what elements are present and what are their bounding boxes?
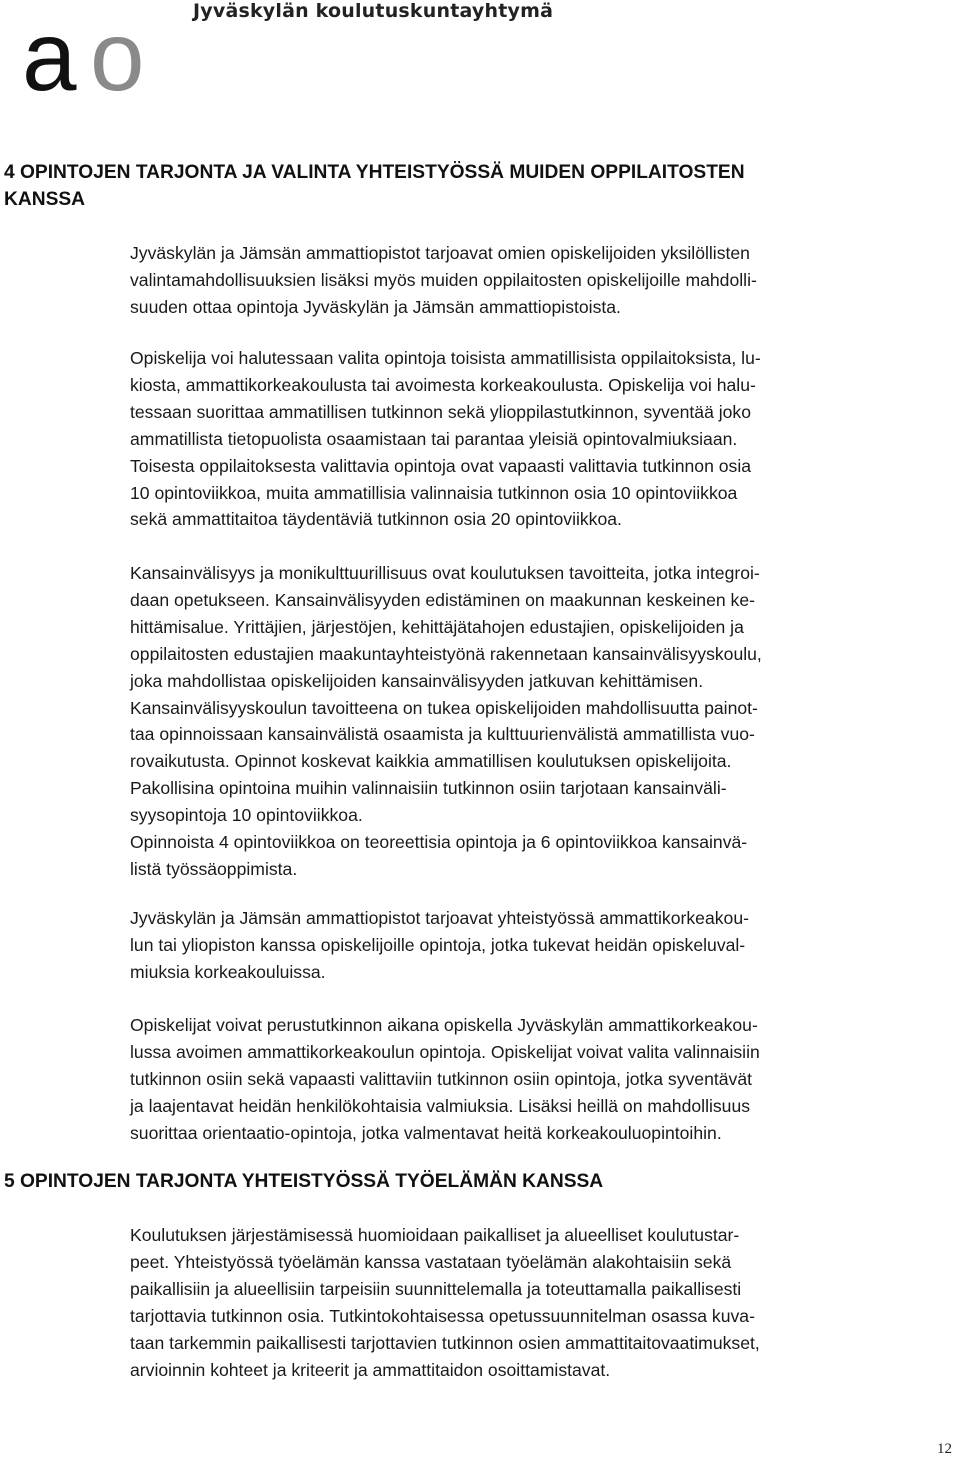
text-line: suuden ottaa opintoja Jyväskylän ja Jämsän ammattiopistoista. [130,296,621,317]
text-line: Pakollisina opintoina muihin valinnaisiin tutkinnon osiin tarjotaan kansainväli- [130,778,727,799]
text-line: Opinnoista 4 opintoviikkoa on teoreettisia opintoja ja 6 opintoviikkoa kansainvä- [130,832,748,853]
text-line: taan tarkemmin paikallisesti tarjottavien tutkinnon osien ammattitaitovaatimukset, [130,1332,760,1353]
text-line: Kansainvälisyys ja monikulttuurillisuus ovat koulutuksen tavoitteita, jotka integroi- [130,563,760,583]
text-line: ammatillista tietopuolista osaamistaan tai parantaa yleisiä opintovalmiuksiaan. [130,428,738,449]
text-line: lussa avoimen ammattikorkeakoulun opintoja. Opiskelijat voivat valita valinnaisiin [130,1041,760,1062]
text-line: sekä ammattitaitoa täydentäviä tutkinnon osia 20 opintoviikkoa. [130,509,622,530]
text-line: listä työssäoppimista. [130,858,298,879]
logo-letter-o: o [90,18,145,98]
text-line: Kansainvälisyyskoulun tavoitteena on tukea opiskelijoiden mahdollisuutta painot- [130,697,758,718]
text-line: daan opetukseen. Kansainvälisyyden edistäminen on maakunnan keskeinen ke- [130,589,755,610]
paragraph [130,1012,960,1147]
text-line: Jyväskylän ja Jämsän ammattiopistot tarjoavat yhteistyössä ammattikorkeakou- [130,908,749,928]
text-line: lun tai yliopiston kanssa opiskelijoille opintoja, jotka tukevat heidän opiskeluval- [130,934,746,955]
text-line: Opiskelijat voivat perustutkinnon aikana opiskella Jyväskylän ammattikorkeakou- [130,1015,758,1035]
text-line: suorittaa orientaatio-opintoja, jotka valmentavat heitä korkeakouluopintoihin. [130,1122,722,1143]
paragraph [130,240,960,321]
text-line: tutkinnon osiin sekä vapaasti valittaviin tutkinnon osiin opintoja, jotka syventävät [130,1068,753,1089]
text-line: Koulutuksen järjestämisessä huomioidaan paikalliset ja alueelliset koulutustar- [130,1225,740,1245]
text-line: valintamahdollisuuksien lisäksi myös muiden oppilaitosten opiskelijoille mahdolli- [130,269,757,290]
text-line: rovaikutusta. Opinnot koskevat kaikkia ammatillisen koulutuksen opiskelijoita. [130,751,732,772]
text-line: peet. Yhteistyössä työelämän kanssa vastataan työelämän alakohtaisiin sekä [130,1251,732,1272]
text-line: Jyväskylän ja Jämsän ammattiopistot tarjoavat omien opiskelijoiden yksilöllisten [130,243,750,263]
text-line: tessaan suorittaa ammatillisen tutkinnon sekä ylioppilastutkinnon, syventää joko [130,401,752,422]
logo-letter-a: a [22,18,77,98]
text-line: syysopintoja 10 opintoviikkoa. [130,805,363,826]
text-line: tarjottavia tutkinnon osia. Tutkintokohtaisessa opetussuunnitelman osassa kuva- [130,1305,755,1326]
text-line: hittämisalue. Yrittäjien, järjestöjen, kehittäjätahojen edustajien, opiskelijoiden ja [130,616,744,637]
text-line: taa opinnoissaan kansainvälistä osaamista ja kulttuurienvälistä ammatillista vuo- [130,724,755,745]
text-line: arvioinnin kohteet ja kriteerit ja ammattitaidon osoittamistavat. [130,1359,611,1380]
ao-logo [22,18,172,98]
section-4-heading [4,159,924,213]
text-line: kiosta, ammattikorkeakoulusta tai avoimesta korkeakoulusta. Opiskelija voi halu- [130,374,756,395]
text-line: miuksia korkeakouluissa. [130,961,326,982]
text-line: joka mahdollistaa opiskelijoiden kansainvälisyyden jatkuvan kehittämisen. [130,670,704,691]
text-line: paikallisiin ja alueellisiin tarpeisiin suunnittelemalla ja toteuttamalla paikallisesti [130,1278,742,1299]
paragraph [130,1222,960,1383]
text-line: ja laajentavat heidän henkilökohtaisia valmiuksia. Lisäksi heillä on mahdollisuus [130,1095,751,1116]
text-line: Toisesta oppilaitoksesta valittavia opintoja ovat vapaasti valittavia tutkinnon osia [130,455,752,476]
text-line: Opiskelija voi halutessaan valita opintoja toisista ammatillisista oppilaitoksista, lu- [130,348,761,368]
heading-line: KANSSA [4,189,86,210]
text-line: 10 opintoviikkoa, muita ammatillisia valinnaisia tutkinnon osia 10 opintoviikkoa [130,482,738,503]
paragraph [130,345,960,533]
paragraph [130,905,960,986]
page-number: 12 [937,1441,952,1457]
section-5-heading: 5 OPINTOJEN TARJONTA YHTEISTYÖSSÄ TYÖELÄMÄN KANSSA [4,1171,604,1192]
text-line: oppilaitosten edustajien maakuntayhteistyönä rakennetaan kansainvälisyyskoulu, [130,643,762,664]
paragraph [130,560,960,883]
heading-line: 4 OPINTOJEN TARJONTA JA VALINTA YHTEISTYÖSSÄ MUIDEN OPPILAITOSTEN [4,162,745,183]
organization-name: Jyväskylän koulutuskuntayhtymä [193,0,554,22]
